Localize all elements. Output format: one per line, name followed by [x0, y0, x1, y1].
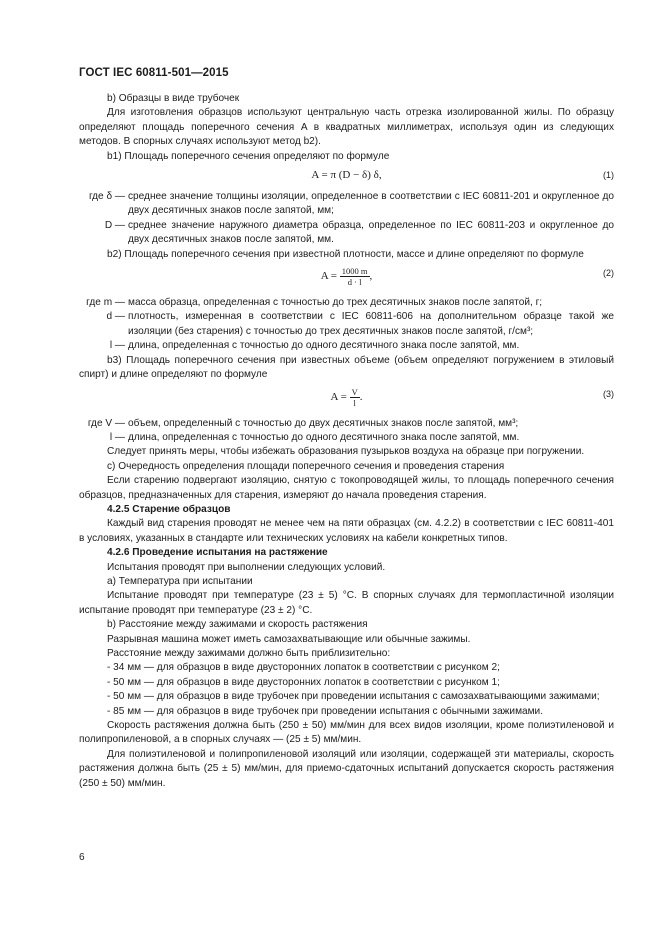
formula-tail: , [369, 270, 373, 283]
definition-term: d — [106, 311, 125, 323]
paragraph: Разрывная машина может иметь самозахватывающие или обычные зажимы. [107, 633, 471, 645]
paragraph: Каждый вид старения проводят не менее чем на пяти образцах (см. 4.2.2) в соответствии с IEC 60811-401 в условиях, указанных в стандарте или технических условиях на кабели конкретных типов. [79, 518, 614, 544]
definition-text: плотность, измеренная в соответствии с IEC 60811-606 на дополнительном образце такой же изоляции (без старения) с точностью до трех десятичных знаков после запятой, г/см³; [128, 311, 614, 337]
variable-definitions [79, 190, 614, 248]
paragraph: b) Расстояние между зажимами и скорость растяжения [107, 619, 368, 631]
paragraph: - 50 мм — для образцов в виде трубочек при проведении испытания с самозахватывающими зажимами; [107, 691, 600, 703]
formula-lhs: A = [320, 270, 340, 283]
paragraph: - 85 мм — для образцов в виде трубочек при проведении испытания с обычными зажимами. [107, 705, 544, 717]
formula-lhs: A = [330, 390, 350, 403]
formula [79, 383, 614, 417]
paragraph: a) Температура при испытании [107, 575, 253, 587]
paragraph: c) Очередность определения площади поперечного сечения и проведения старения [107, 460, 505, 472]
fraction [350, 387, 360, 408]
paragraph: - 34 мм — для образцов в виде двусторонних лопаток в соответствии с рисунком 2; [107, 662, 500, 674]
fraction-numerator: 1000 m [341, 266, 368, 277]
paragraph: Для изготовления образцов используют центральную часть отрезка изолированной жилы. По образцу определяют площадь поперечного сечения A в квадратных миллиметрах, используя один из следующих методов. В спорных случаях используют метод b2). [79, 107, 614, 148]
formula-expression: A = π (D − δ) δ, [311, 169, 382, 182]
definition-text: длина, определенная с точностью до одного десятичного знака после запятой, мм. [128, 431, 520, 443]
paragraph: b3) Площадь поперечного сечения при известных объеме (объем определяют погружением в этиловый спирт) и длине определяют по формуле [79, 354, 614, 381]
paragraph: Испытания проводят при выполнении следующих условий. [107, 561, 386, 573]
page-number: 6 [79, 852, 85, 863]
paragraph: Следует принять меры, чтобы избежать образования пузырьков воздуха на образце при погружении. [107, 446, 585, 458]
standard-header: ГОСТ IEC 60811-501—2015 [79, 67, 229, 79]
paragraph: b) Образцы в виде трубочек [107, 93, 240, 104]
definition-text: среднее значение толщины изоляции, определенное в соответствии с IEC 60811-201 и округленное до двух десятичных знаков после запятой, мм; [128, 191, 614, 217]
definition-text: длина, определенная с точностью до одного десятичного знака после запятой, мм. [128, 340, 520, 352]
definition-term: где δ — [88, 191, 125, 203]
formula-expression [79, 266, 614, 287]
definition-text: среднее значение наружного диаметра образца, определенное по IEC 60811-203 и округленное до двух десятичных знаков после запятой, мм. [128, 219, 614, 246]
formula-number: (1) [603, 170, 614, 181]
fraction-denominator: d · l [347, 277, 362, 288]
variable-definitions [79, 296, 614, 354]
definition-term: где V — [87, 417, 125, 429]
paragraph: Для полиэтиленовой и полипропиленовой изоляций или изоляции, содержащей эти материалы, скорость растяжения должна быть (25 ± 5) мм/мин, для приемо-сдаточных испытаний допускается скорость растяжения (250 ± 50) мм/мин. [79, 748, 614, 789]
paragraph: Испытание проводят при температуре (23 ± 5) °С. В спорных случаях для термопластичной изоляции испытание проводят при температуре (23 ± 2) °С. [79, 590, 614, 616]
definition-text: объем, определенный с точностью до двух десятичных знаков после запятой, мм³; [128, 417, 519, 429]
document-body [79, 92, 614, 791]
section-heading: 4.2.5 Старение образцов [107, 503, 231, 515]
fraction-denominator: l [353, 397, 356, 408]
paragraph: Расстояние между зажимами должно быть приблизительно: [107, 648, 391, 659]
fraction-numerator: V [351, 386, 358, 397]
formula [79, 164, 614, 190]
variable-definitions [79, 417, 614, 446]
paragraph: - 50 мм — для образцов в виде двусторонних лопаток в соответствии с рисунком 1; [107, 676, 500, 688]
formula-tail: . [359, 390, 363, 403]
paragraph: Скорость растяжения должна быть (250 ± 50) мм/мин для всех видов изоляции, кроме полиэтиленовой и полипропиленовой, а в спорных случаях — (25 ± 5) мм/мин. [79, 720, 614, 746]
fraction [340, 266, 370, 287]
definition-term: l — [109, 431, 125, 443]
paragraph: Если старению подвергают изоляцию, снятую с токопроводящей жилы, то площадь поперечного сечения образцов, предназначенных для старения, измеряют до начала проведения старения. [79, 475, 614, 501]
definition-term: где m — [86, 297, 125, 309]
definition-text: масса образца, определенная с точностью до трех десятичных знаков после запятой, г; [128, 297, 543, 309]
formula [79, 262, 614, 296]
definition-term: l — [109, 340, 125, 352]
formula-expression [79, 387, 614, 408]
definition-term: D — [104, 219, 125, 231]
formula-number: (3) [603, 388, 614, 399]
formula-number: (2) [603, 268, 614, 279]
paragraph: b1) Площадь поперечного сечения определяют по формуле [107, 150, 390, 162]
section-heading: 4.2.6 Проведение испытания на растяжение [107, 547, 328, 559]
paragraph: b2) Площадь поперечного сечения при известной плотности, массе и длине определяют по формуле [107, 248, 584, 260]
